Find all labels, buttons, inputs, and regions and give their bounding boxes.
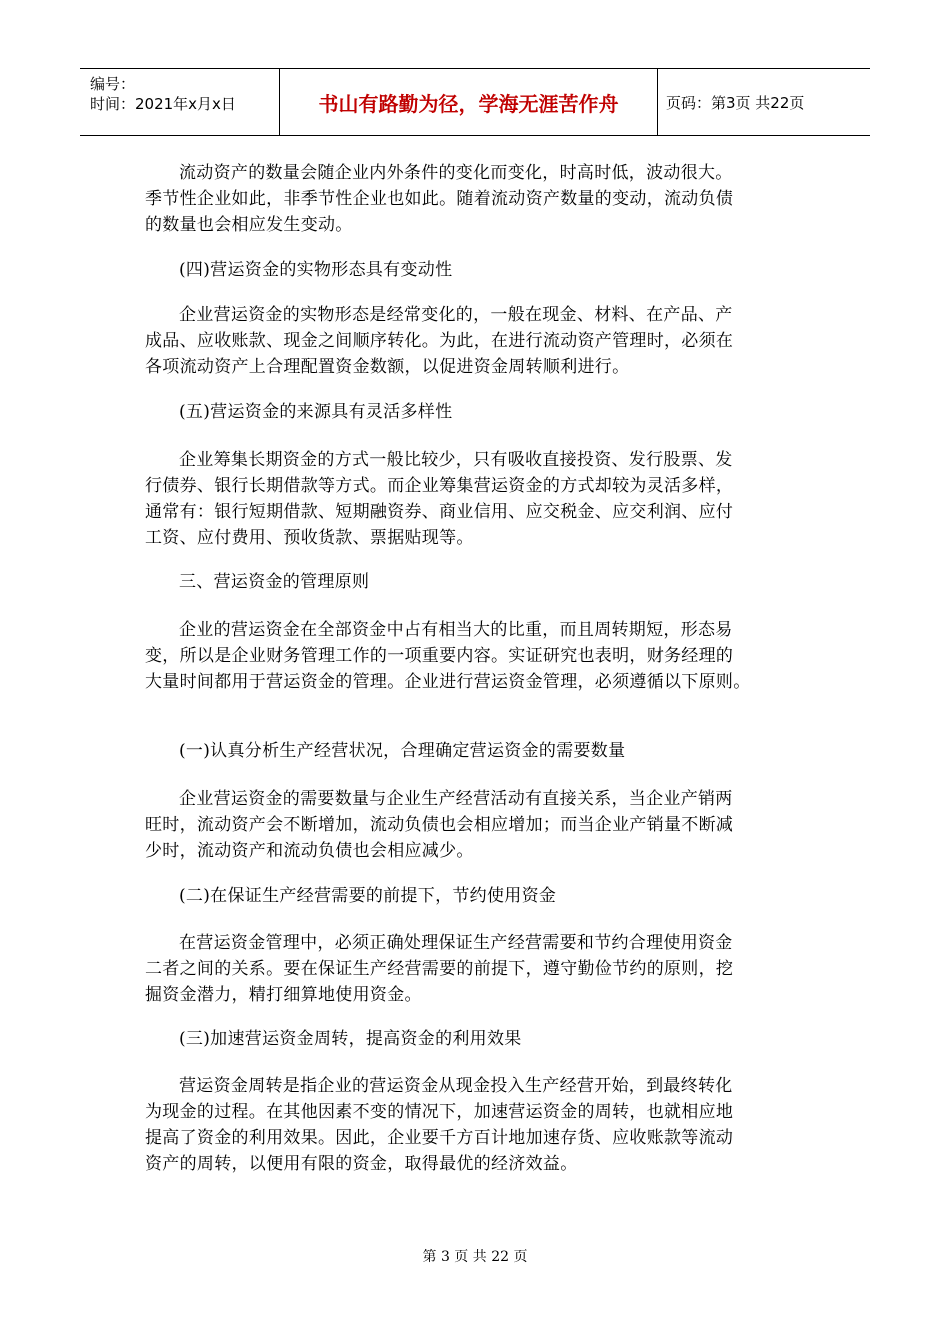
page-footer: 第 3 页 共 22 页 xyxy=(422,1249,528,1265)
text-line: 季节性企业如此，非季节性企业也如此。随着流动资产数量的变动，流动负债 xyxy=(145,189,734,209)
heading-principle-3 xyxy=(145,1026,805,1052)
header-motto: 书山有路勤为径，学海无涯苦作舟 xyxy=(280,69,658,135)
paragraph-3 xyxy=(145,447,805,551)
text-line: 各项流动资产上合理配置资金数额，以促进资金周转顺利进行。 xyxy=(145,357,630,377)
heading-5 xyxy=(145,399,805,425)
text-line: 成品、应收账款、现金之间顺序转化。为此，在进行流动资产管理时，必须在 xyxy=(145,331,734,351)
text-line: 企业的营运资金在全部资金中占有相当大的比重，而且周转期短，形态易 xyxy=(179,620,733,640)
text-line: 营运资金周转是指企业的营运资金从现金投入生产经营开始，到最终转化 xyxy=(179,1076,733,1096)
heading-text: 三、营运资金的管理原则 xyxy=(179,572,370,592)
text-line: 掘资金潜力，精打细算地使用资金。 xyxy=(145,985,422,1005)
text-line: 资产的周转，以便用有限的资金，取得最优的经济效益。 xyxy=(145,1154,578,1174)
heading-principle-1 xyxy=(145,738,805,764)
text-line: 少时，流动资产和流动负债也会相应减少。 xyxy=(145,841,474,861)
header-page-info: 页码：第3页 共22页 xyxy=(666,93,805,112)
date-label: 时间：2021年x月x日 xyxy=(90,95,236,113)
heading-text: (二)在保证生产经营需要的前提下，节约使用资金 xyxy=(179,886,557,906)
paragraph-5 xyxy=(145,786,805,864)
heading-principle-2 xyxy=(145,883,805,909)
text-line: 二者之间的关系。要在保证生产经营需要的前提下，遵守勤俭节约的原则，挖 xyxy=(145,959,734,979)
heading-text: (三)加速营运资金周转，提高资金的利用效果 xyxy=(179,1029,522,1049)
text-line: 行债券、银行长期借款等方式。而企业筹集营运资金的方式却较为灵活多样， xyxy=(145,476,734,496)
paragraph-2 xyxy=(145,302,805,380)
paragraph-7 xyxy=(145,1073,805,1177)
text-line: 企业筹集长期资金的方式一般比较少，只有吸收直接投资、发行股票、发 xyxy=(179,450,733,470)
text-line: 在营运资金管理中，必须正确处理保证生产经营需要和节约合理使用资金 xyxy=(179,933,733,953)
heading-text: (四)营运资金的实物形态具有变动性 xyxy=(179,260,453,280)
heading-4 xyxy=(145,257,805,283)
text-line: 企业营运资金的需要数量与企业生产经营活动有直接关系，当企业产销两 xyxy=(179,789,733,809)
text-line: 大量时间都用于营运资金的管理。企业进行营运资金管理，必须遵循以下原则。 xyxy=(145,672,751,692)
text-line: 工资、应付费用、预收货款、票据贴现等。 xyxy=(145,528,474,548)
text-line: 变，所以是企业财务管理工作的一项重要内容。实证研究也表明，财务经理的 xyxy=(145,646,734,666)
text-line: 为现金的过程。在其他因素不变的情况下，加速营运资金的周转，也就相应地 xyxy=(145,1102,734,1122)
paragraph-6 xyxy=(145,930,805,1008)
text-line: 流动资产的数量会随企业内外条件的变化而变化，时高时低，波动很大。 xyxy=(179,163,733,183)
paragraph-4 xyxy=(145,617,805,695)
header-meta xyxy=(80,69,280,135)
text-line: 的数量也会相应发生变动。 xyxy=(145,215,353,235)
text-line: 提高了资金的利用效果。因此，企业要千方百计地加速存货、应收账款等流动 xyxy=(145,1128,734,1148)
paragraph-1 xyxy=(145,160,805,238)
page-header xyxy=(80,68,870,136)
code-label: 编号： xyxy=(90,75,136,93)
text-line: 企业营运资金的实物形态是经常变化的，一般在现金、材料、在产品、产 xyxy=(179,305,733,325)
heading-text: (一)认真分析生产经营状况，合理确定营运资金的需要数量 xyxy=(179,741,626,761)
text-line: 旺时，流动资产会不断增加，流动负债也会相应增加；而当企业产销量不断减 xyxy=(145,815,734,835)
text-line: 通常有：银行短期借款、短期融资券、商业信用、应交税金、应交利润、应付 xyxy=(145,502,734,522)
section-heading-3 xyxy=(145,569,805,595)
heading-text: (五)营运资金的来源具有灵活多样性 xyxy=(179,402,453,422)
